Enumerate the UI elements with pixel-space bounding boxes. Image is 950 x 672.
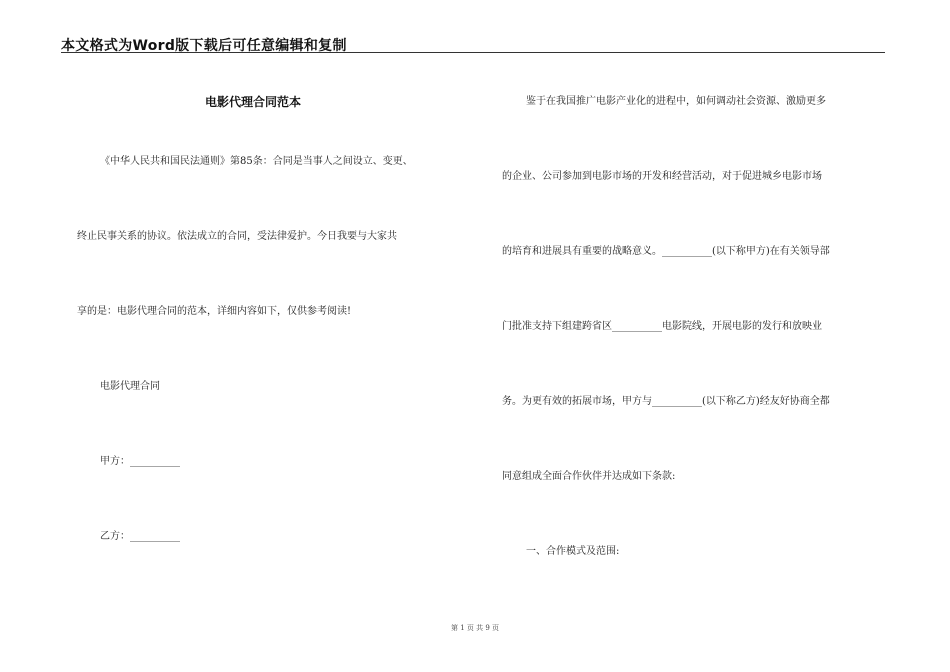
contract-heading: 电影代理合同 — [100, 381, 160, 392]
header-divider — [61, 52, 885, 53]
right-paragraph-line: 的企业、公司参加到电影市场的开发和经营活动，对于促进城乡电影市场 — [502, 171, 822, 182]
right-paragraph-line: 同意组成全面合作伙伴并达成如下条款: — [502, 471, 676, 482]
section-heading: 一、合作模式及范围: — [526, 546, 620, 557]
left-paragraph-line: 享的是：电影代理合同的范本，详细内容如下，仅供参考阅读! — [77, 306, 352, 317]
right-paragraph-line: 的培育和进展具有重要的战略意义。__________(以下称甲方)在有关领导部 — [502, 246, 830, 257]
page-number: 第 1 页 共 9 页 — [450, 624, 500, 632]
right-paragraph-line: 务。为更有效的拓展市场，甲方与__________(以下称乙方)经友好协商全都 — [502, 396, 830, 407]
document-title: 电影代理合同范本 — [205, 95, 302, 109]
party-a-line: 甲方：__________ — [100, 456, 180, 467]
left-paragraph-line: 《中华人民共和国民法通则》第85条：合同是当事人之间设立、变更、 — [100, 156, 413, 167]
right-paragraph-line: 鉴于在我国推广电影产业化的进程中，如何调动社会资源、激励更多 — [526, 96, 826, 107]
left-paragraph-line: 终止民事关系的协议。依法成立的合同，受法律爱护。今日我要与大家共 — [77, 231, 397, 242]
page-header-title: 本文格式为Word版下载后可任意编辑和复制 — [61, 38, 347, 54]
right-paragraph-line: 门批准支持下组建跨省区__________电影院线，开展电影的发行和放映业 — [502, 321, 822, 332]
party-b-line: 乙方：__________ — [100, 531, 180, 542]
